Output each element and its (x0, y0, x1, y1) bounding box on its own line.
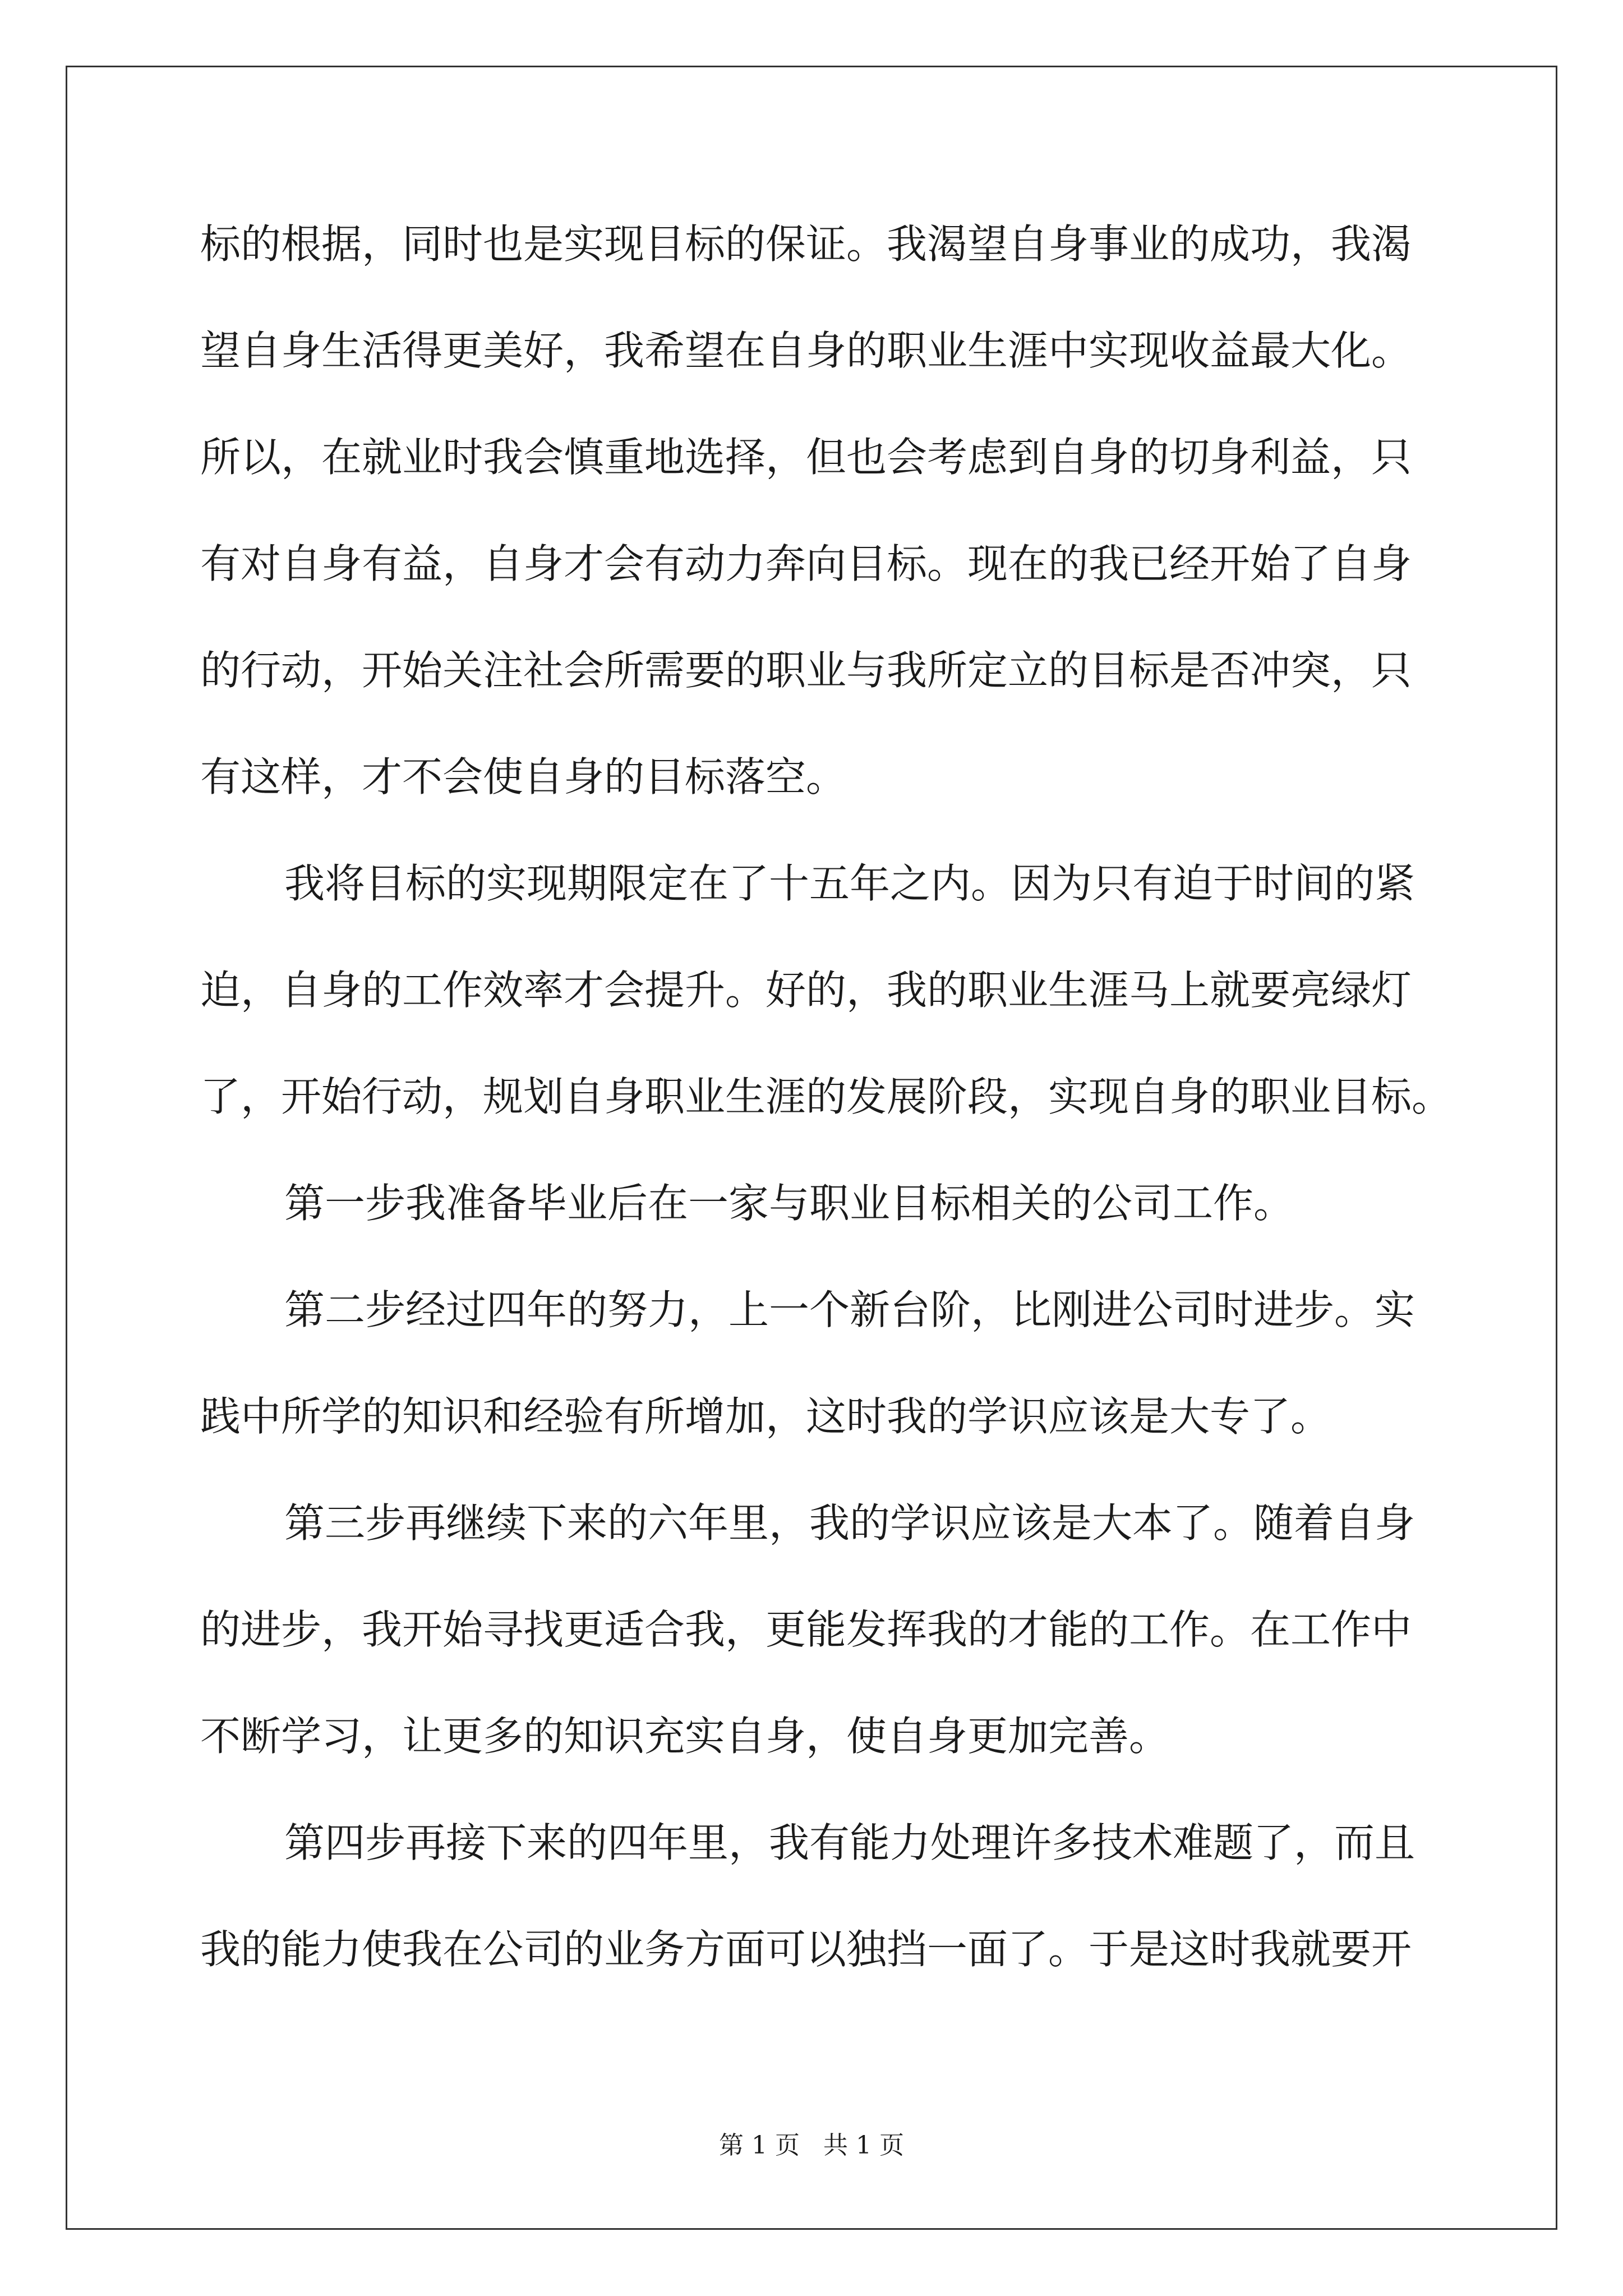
text-line: 望自身生活得更美好，我希望在自身的职业生涯中实现收益最大化。 (200, 327, 1412, 374)
text-line: 标的根据，同时也是实现目标的保证。我渴望自身事业的成功，我渴 (200, 220, 1412, 268)
page-border (66, 66, 1557, 2230)
text-line: 践中所学的知识和经验有所增加，这时我的学识应该是大专了。 (200, 1393, 1331, 1440)
paragraph-first-line: 我将目标的实现期限定在了十五年之内。因为只有迫于时间的紧 (284, 860, 1415, 907)
text-line: 的进步，我开始寻找更适合我，更能发挥我的才能的工作。在工作中 (200, 1606, 1412, 1653)
text-line: 了，开始行动，规划自身职业生涯的发展阶段，实现自身的职业目标。 (200, 1073, 1453, 1120)
text-line: 不断学习，让更多的知识充实自身，使自身更加完善。 (200, 1713, 1170, 1760)
text-line: 迫，自身的工作效率才会提升。好的，我的职业生涯马上就要亮绿灯 (200, 967, 1412, 1014)
text-line: 所以，在就业时我会慎重地选择，但也会考虑到自身的切身利益，只 (200, 434, 1412, 481)
page-number-footer: 第 1 页 共 1 页 (719, 2131, 904, 2160)
text-line: 有这样，才不会使自身的目标落空。 (200, 753, 847, 800)
paragraph-first-line: 第二步经过四年的努力，上一个新台阶，比刚进公司时进步。实 (284, 1286, 1415, 1333)
paragraph-first-line: 第四步再接下来的四年里，我有能力处理许多技术难题了，而且 (284, 1819, 1415, 1866)
paragraph-first-line: 第三步再继续下来的六年里，我的学识应该是大本了。随着自身 (284, 1499, 1415, 1547)
text-line: 我的能力使我在公司的业务方面可以独挡一面了。于是这时我就要开 (200, 1926, 1412, 1973)
text-line: 有对自身有益，自身才会有动力奔向目标。现在的我已经开始了自身 (200, 540, 1412, 587)
paragraph-first-line: 第一步我准备毕业后在一家与职业目标相关的公司工作。 (284, 1180, 1294, 1227)
text-line: 的行动，开始关注社会所需要的职业与我所定立的目标是否冲突，只 (200, 647, 1412, 694)
